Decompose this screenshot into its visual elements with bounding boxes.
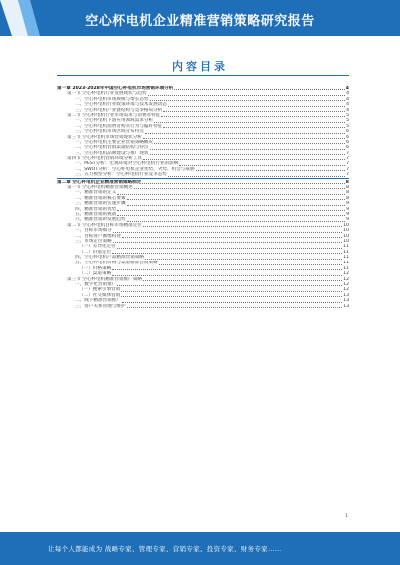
toc-leader-dots <box>150 153 346 155</box>
toc-leader-dots <box>122 236 342 238</box>
toc-entry-page: 7 <box>346 156 349 162</box>
toc-leader-dots <box>196 169 346 171</box>
toc-entry-page: 4 <box>346 96 349 102</box>
toc-entry-page: 9 <box>346 201 349 207</box>
toc-leader-dots <box>127 204 346 206</box>
toc-leader-dots <box>134 187 345 189</box>
toc-entry-page: 8 <box>345 179 349 185</box>
toc-entry-page: 9 <box>346 211 349 217</box>
toc-entry-title: 第二章 空心杯电机企业精准营销策略制定 <box>57 179 142 185</box>
toc-top-rule <box>57 75 349 76</box>
toc-leader-dots <box>154 121 345 123</box>
toc-leader-dots <box>113 241 342 243</box>
toc-leader-dots <box>161 115 345 117</box>
toc-entry-page: 6 <box>346 139 349 145</box>
toc-entry-page: 8 <box>346 190 349 196</box>
page-number: 1 <box>345 514 348 519</box>
toc-entry-page: 10 <box>343 233 349 239</box>
toc-leader-dots <box>127 198 346 200</box>
toc-entry-title: 二、空心杯电机消费者购买行为与偏好特征 <box>75 123 163 129</box>
toc-entry-page: 6 <box>346 129 349 135</box>
toc-leader-dots <box>174 88 344 90</box>
toc-entry-page: 13 <box>343 292 349 298</box>
toc-entry-page: 12 <box>343 282 349 288</box>
report-header <box>0 0 400 36</box>
toc-leader-dots <box>163 110 345 112</box>
toc-entry-title: （二）渠道策略 <box>79 271 112 277</box>
toc-entry-page: 11 <box>343 249 349 255</box>
toc-leader-dots <box>168 175 345 177</box>
toc-entry-title: 一、数字化营销推广 <box>75 282 117 288</box>
toc-leader-dots <box>142 182 345 184</box>
toc-leader-dots <box>143 225 342 227</box>
table-of-contents <box>57 86 349 309</box>
toc-entry-title: 第一节 空心杯电机行业发展现状与趋势 <box>67 91 147 97</box>
toc-entry-title: （一）差异化定位 <box>79 244 116 250</box>
toc-entry-title: 三、空心杯电机市场区域分布特点 <box>75 129 144 135</box>
toc-entry-title: 三、空心杯电机品牌建设与推广现状 <box>75 150 149 156</box>
toc-entry-title: （二）社交媒体营销 <box>79 292 121 298</box>
toc-entry-page: 4 <box>346 91 349 97</box>
toc-entry-page: 7 <box>346 161 349 167</box>
toc-entry-page: 5 <box>346 118 349 124</box>
toc-entry-page: 4 <box>346 107 349 113</box>
toc-entry-title: 一、PEST分析：宏观环境对空心杯电机行业的影响 <box>75 161 179 167</box>
toc-entry-page: 10 <box>343 238 349 244</box>
toc-entry-title: 第四节 空心杯电机营销环境分析工具 <box>67 156 142 162</box>
toc-entry-title: 二、SWOT分析：空心杯电机企业优势、劣势、机会与威胁 <box>75 166 195 172</box>
toc-entry-title: 四、精准营销的优势 <box>75 206 117 212</box>
toc-entry-title: 二、空心杯电机行业政策环境与技术发展动态 <box>75 102 167 108</box>
toc-entry-page: 11 <box>343 244 349 250</box>
toc-entry-title: 三、客户关系管理与维护 <box>75 303 126 309</box>
toc-leader-dots <box>145 132 345 134</box>
toc-entry-title: 第二节 空心杯电机目标市场精准定位 <box>67 222 142 228</box>
toc-leader-dots <box>112 252 342 254</box>
toc-entry-page: 9 <box>346 217 349 223</box>
toc-entry-page: 5 <box>346 123 349 129</box>
toc-entry-page: 12 <box>343 271 349 277</box>
toc-leader-dots <box>127 220 346 222</box>
toc-leader-dots <box>117 193 345 195</box>
toc-entry-title: 五、精准营销的挑战 <box>75 211 117 217</box>
toc-leader-dots <box>163 126 345 128</box>
toc-leader-dots <box>117 284 342 286</box>
toc-entry-page: 11 <box>343 265 349 271</box>
toc-leader-dots <box>148 94 346 96</box>
toc-entry-page: 8 <box>346 185 349 191</box>
toc-entry[interactable] <box>57 304 349 309</box>
toc-leader-dots <box>145 258 342 260</box>
toc-leader-dots <box>112 268 342 270</box>
toc-entry-page: 12 <box>343 276 349 282</box>
toc-leader-dots <box>168 105 345 107</box>
toc-entry-title: （二）价值定位 <box>79 249 112 255</box>
toc-entry-page: 11 <box>343 260 349 266</box>
toc-entry-title: 六、精准营销的发展趋势 <box>75 217 126 223</box>
toc-entry-page: 12 <box>343 287 349 293</box>
toc-entry-title: 二、目标客户画像构建 <box>75 233 121 239</box>
toc-leader-dots <box>150 148 346 150</box>
toc-entry-title: （一）价格策略 <box>79 265 112 271</box>
toc-entry-page: 9 <box>346 206 349 212</box>
footer-bar <box>0 532 400 565</box>
toc-entry-page: 4 <box>346 102 349 108</box>
toc-entry-page: 4 <box>345 86 349 91</box>
toc-entry-page: 11 <box>343 255 349 261</box>
toc-entry-title: 一、空心杯电机市场规模与增长态势 <box>75 96 149 102</box>
toc-entry-title: 二、空心杯电机营销渠道结构与特点 <box>75 145 149 151</box>
toc-entry-title: 第三节 空心杯电机精准营销推广策略 <box>67 276 142 282</box>
toc-entry-page: 7 <box>346 166 349 172</box>
toc-leader-dots <box>150 99 346 101</box>
toc-entry-page: 6 <box>346 145 349 151</box>
toc-entry-page: 10 <box>343 228 349 234</box>
toc-leader-dots <box>127 306 343 308</box>
toc-leader-dots <box>121 290 342 292</box>
toc-entry-title: 四、空心杯电机产品精准营销策略 <box>75 255 144 261</box>
toc-entry-title: 一、精准营销的定义 <box>75 190 117 196</box>
toc-heading: 内容目录 <box>172 60 228 73</box>
toc-entry-page: 8 <box>346 195 349 201</box>
toc-entry-page: 5 <box>346 112 349 118</box>
toc-leader-dots <box>121 295 342 297</box>
toc-leader-dots <box>122 301 342 303</box>
toc-leader-dots <box>117 209 345 211</box>
toc-entry-title: 二、线下精准营销推广 <box>75 298 121 304</box>
toc-entry-title: 三、空心杯电机产业链结构与竞争格局分析 <box>75 107 163 113</box>
toc-leader-dots <box>179 164 345 166</box>
toc-leader-dots <box>117 247 342 249</box>
toc-entry-page: 7 <box>346 172 349 178</box>
toc-entry-title: 三、精准营销的实施步骤 <box>75 201 126 207</box>
toc-entry-page: 13 <box>343 303 349 309</box>
toc-entry[interactable] <box>57 172 349 177</box>
toc-entry-title: 二、精准营销的核心要素 <box>75 195 126 201</box>
toc-entry-title: 第三节 空心杯电机市场营销现状分析 <box>67 134 142 140</box>
report-title: 空心杯电机企业精准营销策略研究报告 <box>85 14 315 29</box>
toc-entry-page: 6 <box>346 134 349 140</box>
toc-leader-dots <box>117 214 345 216</box>
toc-leader-dots <box>143 158 345 160</box>
toc-entry-title: 第一节 空心杯电机精准营销概述 <box>67 185 133 191</box>
toc-leader-dots <box>143 137 345 139</box>
toc-entry-title: 三、五力模型分析：空心杯电机行业竞争态势 <box>75 172 167 178</box>
toc-entry-title: 第二节 空心杯电机行业市场需求与消费者特征 <box>67 112 161 118</box>
toc-leader-dots <box>159 263 342 265</box>
toc-entry-title: 第一章 2023-2028年中国空心杯电机市场营销环境分析 <box>57 86 174 91</box>
toc-entry-page: 13 <box>343 298 349 304</box>
footer-slogan: 让每个人都能成为 战略专家、管理专家、营销专家、投资专家、财务专家…… <box>48 545 282 553</box>
toc-leader-dots <box>112 274 342 276</box>
toc-entry-title: （一）搜索引擎营销 <box>79 287 121 293</box>
toc-entry-title: 三、市场定位策略 <box>75 238 112 244</box>
toc-leader-dots <box>113 231 342 233</box>
toc-entry-page: 10 <box>343 222 349 228</box>
toc-entry-title: 一、目标市场细分 <box>75 228 112 234</box>
toc-entry-title: 一、空心杯电机下游应用领域需求分析 <box>75 118 154 124</box>
toc-leader-dots <box>154 142 345 144</box>
toc-entry-page: 7 <box>346 150 349 156</box>
toc-entry-title: 五、空心杯电机价格与渠道精准营销策略 <box>75 260 158 266</box>
toc-leader-dots <box>143 279 342 281</box>
toc-entry-title: 一、空心杯电机主要企业营销策略概况 <box>75 139 154 145</box>
